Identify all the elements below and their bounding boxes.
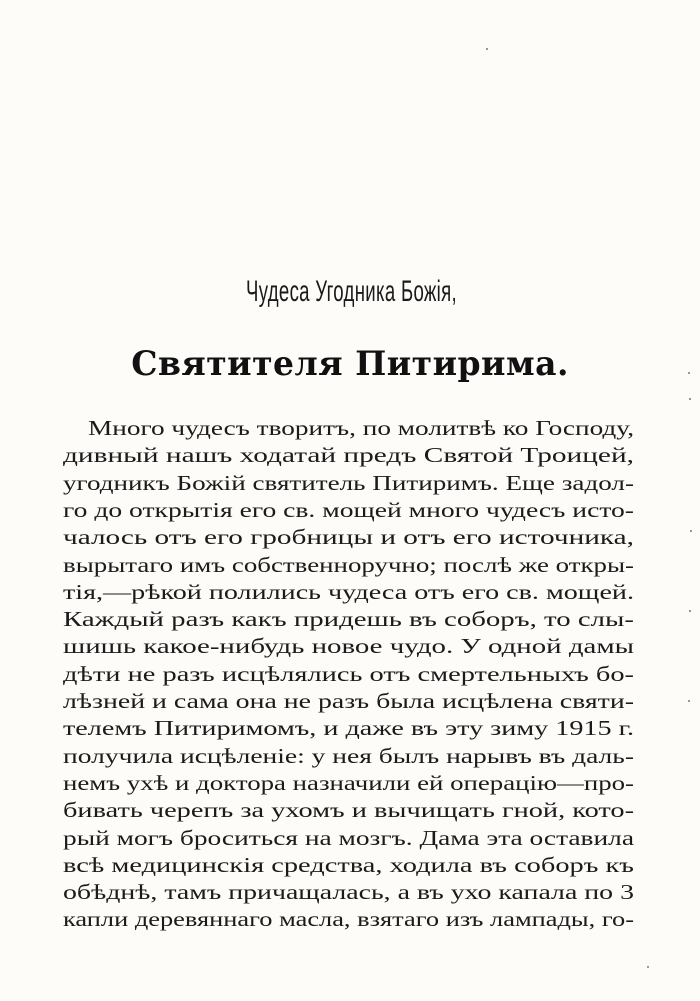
text-line: бивать черепъ за ухомъ и вычищать гной, кото- [63,798,635,823]
text-line: всѣ медицинскія средства, ходила въ соборъ къ [63,852,634,877]
text-line: Каждый разъ какъ придешь въ соборъ, то слы- [63,607,634,632]
text-line: тія,—рѣкой полились чудеса отъ его св. мощей. [63,579,635,604]
text-line: получила исцѣленіе: у нея былъ нарывъ въ даль- [63,743,635,768]
text-line: го до открытія его св. мощей много чудесъ исто- [63,497,635,522]
scan-speck [688,372,690,374]
text-line: вырытаго имъ собственноручно; послѣ же откры- [63,552,635,577]
scan-speck [647,966,649,968]
text-line: обѣднѣ, тамъ причащалась, а въ ухо капала по 3 [63,880,635,905]
scan-speck [689,610,691,612]
text-line: немъ ухѣ и доктора назначили ей операцію—про- [63,770,634,795]
text-line: шишь какое-нибудь новое чудо. У одной дамы [63,634,635,659]
text-line: рый могъ броситься на мозгъ. Дама эта оставила [63,825,634,850]
chapter-subtitle: Чудеса Угодника Божія, [246,275,457,308]
scan-speck [486,48,488,50]
text-line: дѣти не разъ исцѣлялись отъ смертельныхъ бо- [63,661,635,686]
text-line: телемъ Питиримомъ, и даже въ эту зиму 1915 г. [63,716,635,741]
text-line: Много чудесъ творитъ, по молитвѣ ко Господу, [88,416,635,440]
scan-speck [690,530,692,532]
text-line: чалось отъ его гробницы и отъ его источника, [63,525,634,550]
text-line: лѣзней и сама она не разъ была исцѣлена святи- [63,689,634,713]
scan-speck [689,398,691,400]
scan-speck [688,700,690,702]
text-line: угодникъ Божій святитель Питиримъ. Еще задол- [63,470,634,495]
text-line: дивный нашъ ходатай предъ Святой Троицей, [63,443,634,468]
chapter-title: Святителя Питирима. [131,344,569,384]
text-line: капли деревяннаго масла, взятаго изъ лампады, го- [63,907,635,932]
